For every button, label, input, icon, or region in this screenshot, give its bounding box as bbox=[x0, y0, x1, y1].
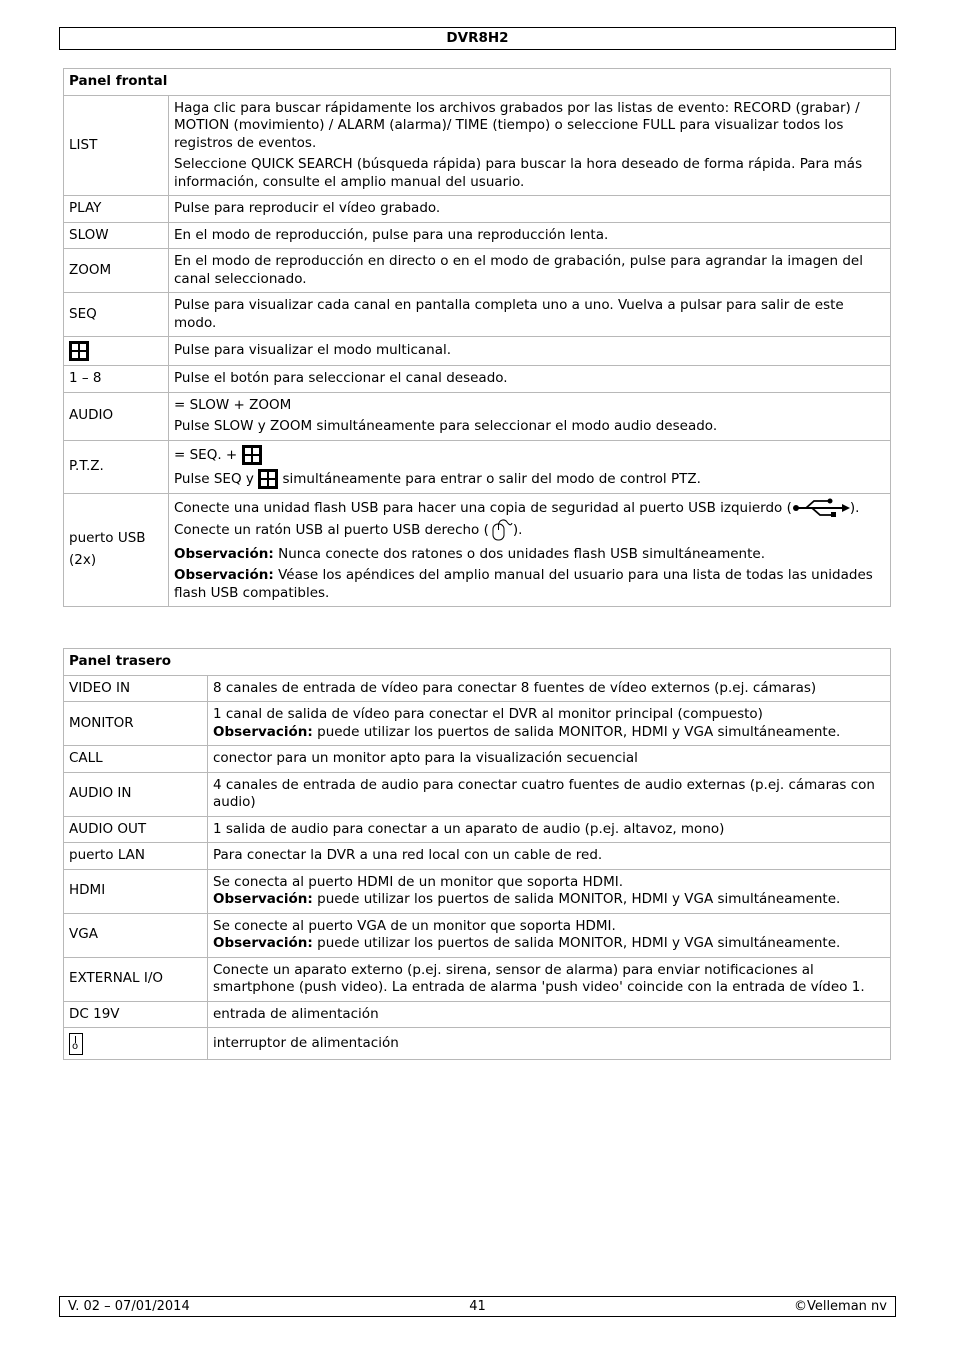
key-call: CALL bbox=[64, 746, 208, 773]
table-row bbox=[64, 772, 891, 816]
table-row bbox=[64, 440, 891, 493]
value-video-in: 8 canales de entrada de vídeo para conectar 8 fuentes de vídeo externos (p.ej. cámaras) bbox=[208, 675, 891, 702]
table-row bbox=[64, 746, 891, 773]
key-hdmi: HDMI bbox=[64, 869, 208, 913]
value-zoom: En el modo de reproducción en directo o en el modo de grabación, pulse para agrandar la imagen del canal seleccionado. bbox=[169, 249, 891, 293]
value-multichannel: Pulse para visualizar el modo multicanal. bbox=[169, 337, 891, 366]
key-external-io: EXTERNAL I/O bbox=[64, 957, 208, 1001]
monitor-desc: 1 canal de salida de vídeo para conectar el DVR al monitor principal (compuesto) bbox=[213, 706, 763, 722]
key-play: PLAY bbox=[64, 196, 169, 223]
value-external-io: Conecte un aparato externo (p.ej. sirena, sensor de alarma) para enviar notificaciones al smartphone (push video). La entrada de alarma 'push video' coincide con la entrada de vídeo 1. bbox=[208, 957, 891, 1001]
usb-note-2: Véase los apéndices del amplio manual del usuario para una lista de todas las unidades flash USB compatibles. bbox=[174, 567, 873, 601]
table-row bbox=[64, 869, 891, 913]
key-audio-in: AUDIO IN bbox=[64, 772, 208, 816]
page-header-title: DVR8H2 bbox=[59, 27, 896, 50]
table-row bbox=[64, 957, 891, 1001]
key-audio: AUDIO bbox=[64, 392, 169, 440]
rear-panel-table bbox=[63, 648, 891, 1060]
front-panel-table bbox=[63, 68, 891, 607]
value-channels: Pulse el botón para seleccionar el canal deseado. bbox=[169, 366, 891, 393]
multichannel-grid-icon bbox=[258, 469, 278, 489]
table-row bbox=[64, 366, 891, 393]
table-row bbox=[64, 843, 891, 870]
value-list bbox=[169, 95, 891, 196]
footer-copyright: ©Velleman nv bbox=[793, 1299, 887, 1314]
ports-note: puede utilizar los puertos de salida MONITOR, HDMI y VGA simultáneamente. bbox=[312, 935, 841, 951]
value-slow: En el modo de reproducción, pulse para una reproducción lenta. bbox=[169, 222, 891, 249]
vga-desc: Se conecte al puerto VGA de un monitor que soporta HDMI. bbox=[213, 917, 616, 934]
usb-key-1: puerto USB bbox=[69, 530, 146, 547]
note-label: Observación: bbox=[213, 935, 313, 951]
table-row bbox=[64, 95, 891, 196]
multichannel-grid-icon bbox=[242, 445, 262, 465]
page-footer bbox=[59, 1296, 896, 1317]
rear-panel-title: Panel trasero bbox=[64, 649, 891, 676]
table-row bbox=[64, 1028, 891, 1060]
key-vga: VGA bbox=[64, 913, 208, 957]
list-desc-1: Haga clic para buscar rápidamente los archivos grabados por las listas de evento: RECORD (grabar) / MOTION (movimiento) / ALARM (alarma)/ TIME (tiempo) o seleccione FULL para visualizar todos los registros de eventos. bbox=[174, 99, 860, 151]
table-row bbox=[64, 702, 891, 746]
table-row bbox=[64, 816, 891, 843]
table-row bbox=[64, 337, 891, 366]
key-video-in: VIDEO IN bbox=[64, 675, 208, 702]
value-audio bbox=[169, 392, 891, 440]
note-label: Observación: bbox=[213, 891, 313, 907]
value-power: interruptor de alimentación bbox=[208, 1028, 891, 1060]
front-panel-title: Panel frontal bbox=[64, 69, 891, 96]
table-row bbox=[64, 493, 891, 607]
key-multichannel bbox=[64, 337, 169, 366]
value-usb bbox=[169, 493, 891, 607]
key-channels: 1 – 8 bbox=[64, 366, 169, 393]
usb-desc-c: ). bbox=[512, 521, 523, 538]
value-ptz bbox=[169, 440, 891, 493]
key-lan: puerto LAN bbox=[64, 843, 208, 870]
table-row bbox=[64, 249, 891, 293]
value-monitor bbox=[208, 702, 891, 746]
multichannel-grid-icon bbox=[69, 341, 89, 361]
table-row bbox=[64, 1001, 891, 1028]
usb-icon bbox=[792, 498, 850, 518]
table-row bbox=[64, 222, 891, 249]
table-row bbox=[64, 913, 891, 957]
value-audio-out: 1 salida de audio para conectar a un aparato de audio (p.ej. altavoz, mono) bbox=[208, 816, 891, 843]
key-audio-out: AUDIO OUT bbox=[64, 816, 208, 843]
key-usb bbox=[64, 493, 169, 607]
key-ptz: P.T.Z. bbox=[64, 440, 169, 493]
key-power bbox=[64, 1028, 208, 1060]
power-switch-icon bbox=[69, 1033, 83, 1055]
value-dc: entrada de alimentación bbox=[208, 1001, 891, 1028]
hdmi-desc: Se conecta al puerto HDMI de un monitor que soporta HDMI. bbox=[213, 873, 623, 890]
footer-version: V. 02 – 07/01/2014 bbox=[68, 1299, 190, 1314]
note-label: Observación: bbox=[213, 723, 313, 740]
table-row bbox=[64, 293, 891, 337]
key-list: LIST bbox=[64, 95, 169, 196]
power-switch-off-glyph: o bbox=[72, 1040, 79, 1052]
table-row bbox=[64, 392, 891, 440]
table-row bbox=[64, 196, 891, 223]
note-label: Observación: bbox=[174, 545, 274, 562]
value-call: conector para un monitor apto para la visualización secuencial bbox=[208, 746, 891, 773]
value-vga bbox=[208, 913, 891, 957]
value-lan: Para conectar la DVR a una red local con un cable de red. bbox=[208, 843, 891, 870]
usb-key-2: (2x) bbox=[69, 551, 97, 568]
ptz-desc-a: Pulse SEQ y bbox=[174, 470, 254, 487]
usb-note-1: Nunca conecte dos ratones o dos unidades flash USB simultáneamente. bbox=[273, 545, 766, 562]
key-zoom: ZOOM bbox=[64, 249, 169, 293]
key-seq: SEQ bbox=[64, 293, 169, 337]
audio-combo: = SLOW + ZOOM bbox=[174, 396, 292, 413]
key-slow: SLOW bbox=[64, 222, 169, 249]
table-row bbox=[64, 675, 891, 702]
note-label: Observación: bbox=[174, 567, 274, 583]
ports-note: puede utilizar los puertos de salida MONITOR, HDMI y VGA simultáneamente. bbox=[312, 891, 841, 907]
usb-desc-b: ). Conecte un ratón USB al puerto USB derecho ( bbox=[174, 499, 860, 538]
ptz-desc-b: simultáneamente para entrar o salir del modo de control PTZ. bbox=[282, 470, 701, 487]
audio-desc: Pulse SLOW y ZOOM simultáneamente para seleccionar el modo audio deseado. bbox=[174, 418, 718, 434]
value-play: Pulse para reproducir el vídeo grabado. bbox=[169, 196, 891, 223]
usb-desc-a: Conecte una unidad flash USB para hacer una copia de seguridad al puerto USB izquierdo ( bbox=[174, 499, 792, 516]
value-seq: Pulse para visualizar cada canal en pantalla completa uno a uno. Vuelva a pulsar para salir de este modo. bbox=[169, 293, 891, 337]
footer-page-number: 41 bbox=[469, 1299, 486, 1314]
key-dc: DC 19V bbox=[64, 1001, 208, 1028]
ptz-combo: = SEQ. + bbox=[174, 446, 238, 463]
mouse-icon bbox=[489, 518, 513, 542]
key-monitor: MONITOR bbox=[64, 702, 208, 746]
ports-note: puede utilizar los puertos de salida MONITOR, HDMI y VGA simultáneamente. bbox=[312, 723, 841, 740]
value-audio-in: 4 canales de entrada de audio para conectar cuatro fuentes de audio externas (p.ej. cámaras con audio) bbox=[208, 772, 891, 816]
value-hdmi bbox=[208, 869, 891, 913]
list-desc-2: Seleccione QUICK SEARCH (búsqueda rápida) para buscar la hora deseado de forma rápida. Para más información, consulte el amplio manual del usuario. bbox=[174, 156, 863, 190]
